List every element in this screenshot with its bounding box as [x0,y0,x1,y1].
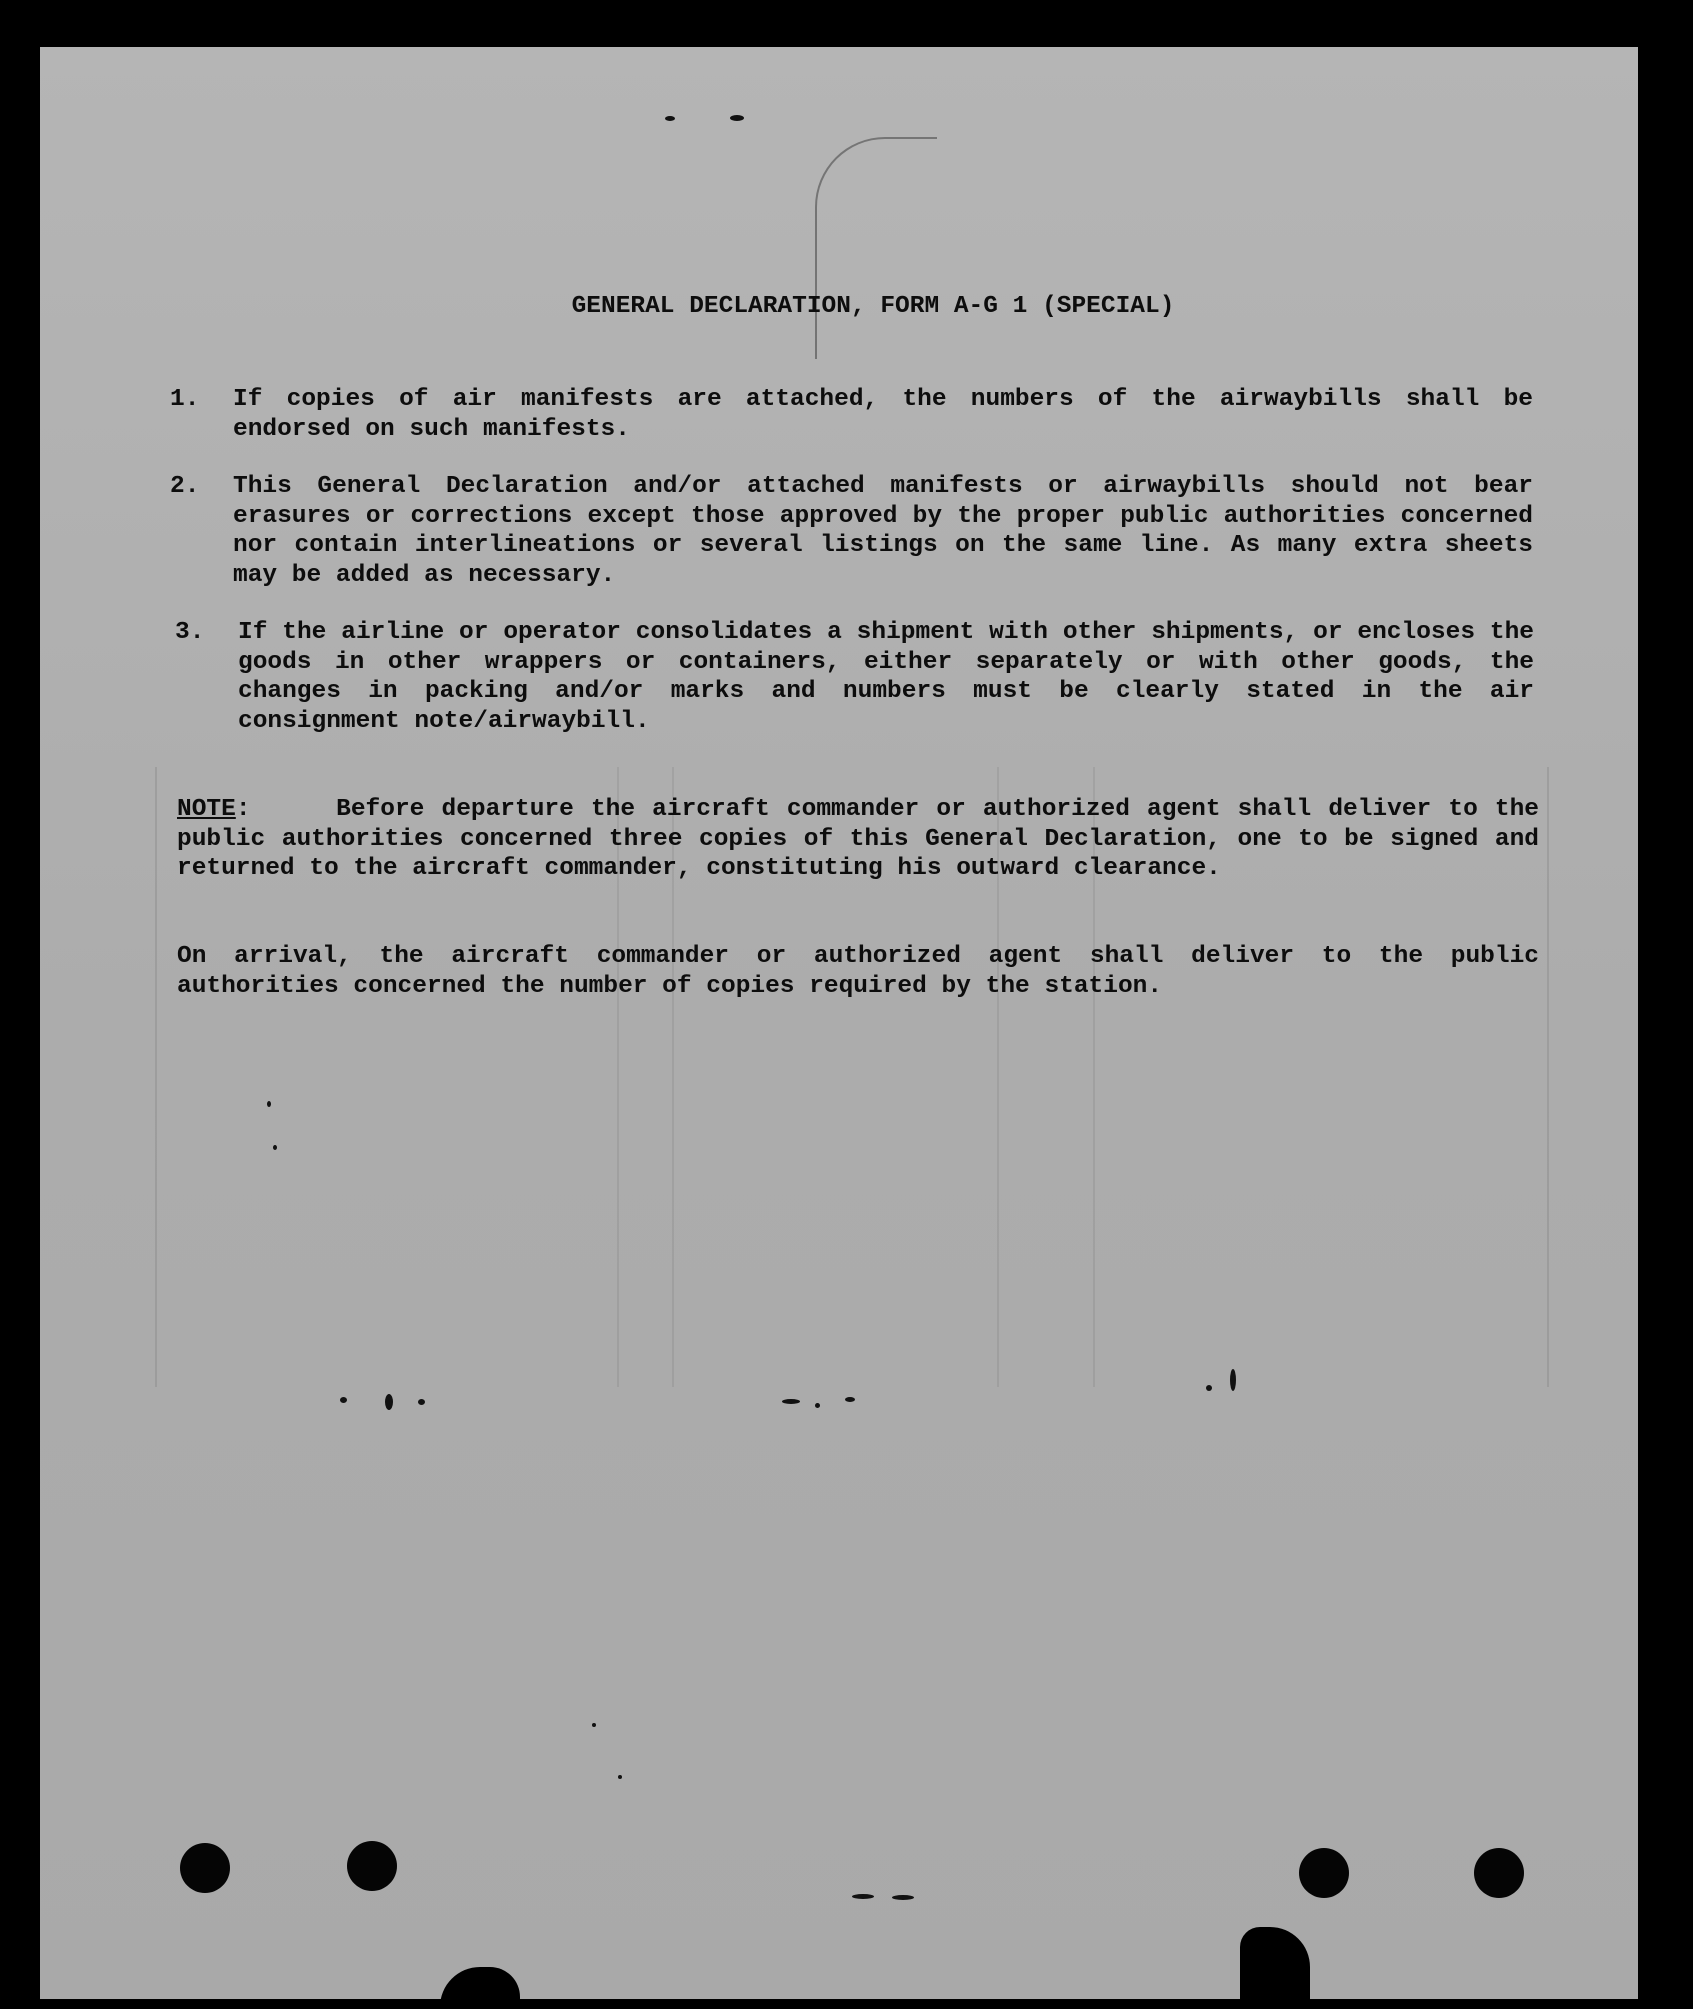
item-text: If copies of air manifests are attached, the numbers of the airwaybills shall be endorsed on such manifests. [233,386,1533,443]
note-text: Before departure the aircraft commander or authorized agent shall deliver to the public authorities concerned three copies of this General Declaration, one to be signed and returned to the aircraft commander, constituting his outward clearance. [177,796,1539,882]
edge-tear [1240,1927,1310,2009]
punch-hole [1299,1848,1349,1898]
arrival-text: On arrival, the aircraft commander or authorized agent shall deliver to the public authorities concerned the number of copies required by the station. [177,943,1539,1000]
speck [665,116,675,121]
punch-hole [180,1843,230,1893]
speck [1230,1369,1236,1391]
speck [815,1403,820,1408]
speck [592,1723,596,1727]
speck [618,1775,622,1779]
item-number: 3. [175,619,205,646]
item-number: 1. [170,386,200,413]
item-text: This General Declaration and/or attached manifests or airwaybills should not bear erasures or corrections except those approved by the proper public authorities concerned nor contain interlineations or several listings on the same line. As many extra sheets may be added as necessary. [233,473,1533,589]
speck [845,1397,855,1402]
document-page [40,47,1638,2009]
speck [782,1399,800,1404]
punch-hole [1474,1848,1524,1898]
speck [267,1101,271,1107]
bottom-border [40,1999,1638,2009]
speck [1206,1385,1212,1391]
form-title: GENERAL DECLARATION, FORM A-G 1 (SPECIAL) [571,293,1175,320]
speck [852,1894,874,1899]
speck [730,115,744,121]
speck [340,1397,347,1403]
arrival-paragraph [177,942,1539,1001]
speck [273,1145,277,1150]
note-label: NOTE [177,796,236,823]
punch-hole [347,1841,397,1891]
item-number: 2. [170,473,200,500]
speck [892,1895,914,1900]
speck [418,1399,425,1405]
item-text: If the airline or operator consolidates a shipment with other shipments, or encloses the goods in other wrappers or containers, either separately or with other goods, the changes in packing and/or marks and numbers must be clearly stated in the air consignment note/airwaybill. [238,619,1534,735]
speck [385,1394,393,1410]
note-colon: : [235,796,251,823]
pen-mark [815,137,937,359]
note-paragraph [177,795,1539,884]
